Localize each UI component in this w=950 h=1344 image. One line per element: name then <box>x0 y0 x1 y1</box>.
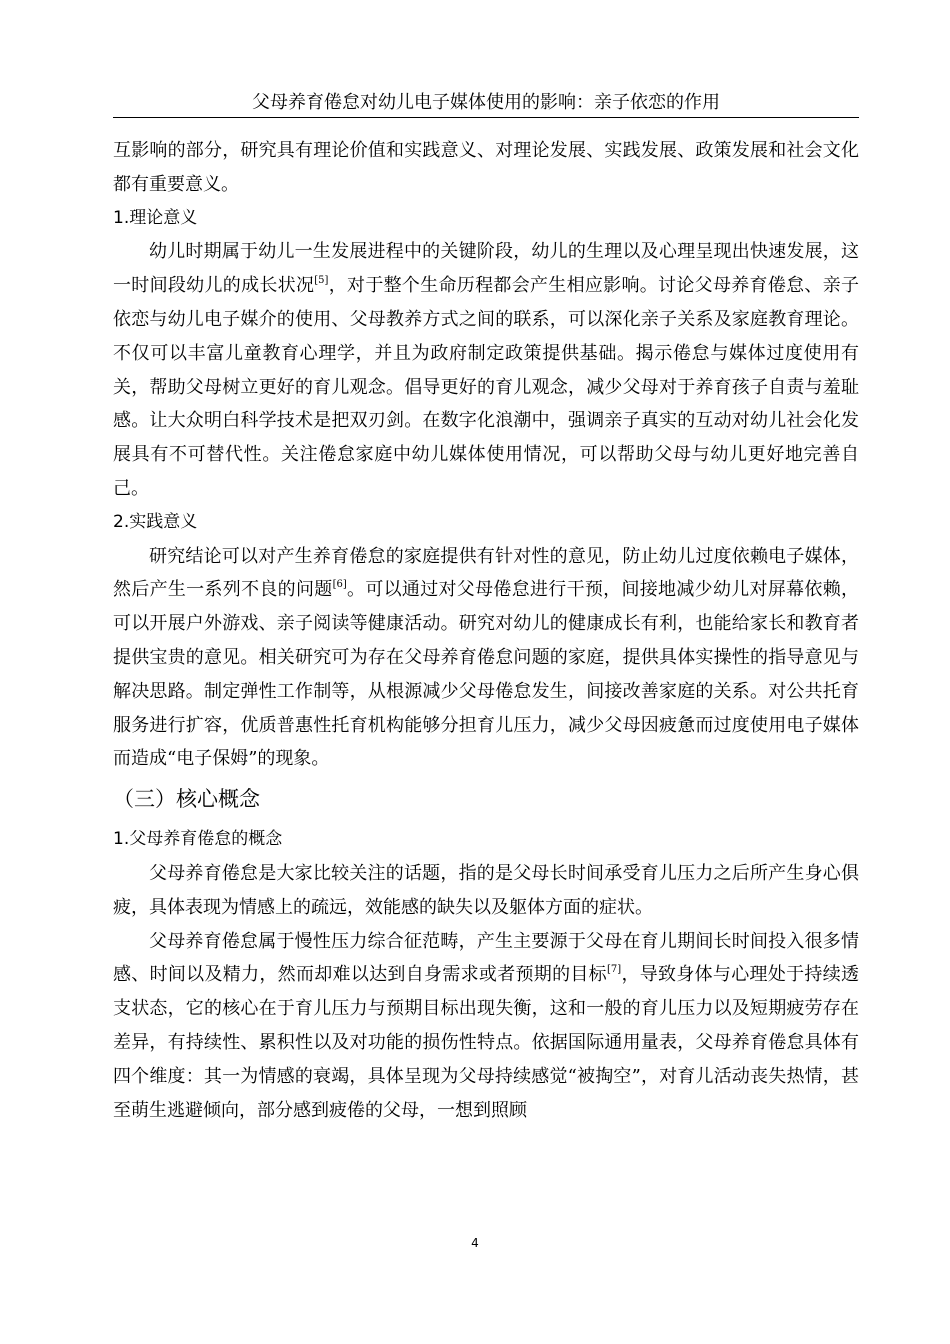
paragraph-concept-definition: 父母养育倦怠是大家比较关注的话题，指的是父母长时间承受育儿压力之后所产生身心俱疲，具体表现为情感上的疏远，效能感的缺失以及躯体方面的症状。 <box>113 862 859 918</box>
paragraph-practice-text-b: 。可以通过对父母倦怠进行干预，间接地减少幼儿对屏幕依赖，可以开展户外游戏、亲子阅读等健康活动。研究对幼儿的健康成长有利，也能给家长和教育者提供宝贵的意见。相关研究可为存在父母养育倦怠问题的家庭，提供具体实操性的指导意见与解决思路。制定弹性工作制等，从根源减少父母倦怠发生，间接改善家庭的关系。对公共托育服务进行扩容，优质普惠性托育机构能够分担育儿压力，减少父母因疲惫而过度使用电子媒体而造成“电子保姆”的现象。 <box>113 579 860 770</box>
section-title: （三）核心概念 <box>113 787 260 812</box>
paragraph-concept-detail <box>113 925 859 1128</box>
subheading-theory: 1.理论意义 <box>113 207 198 228</box>
citation-7: [7] <box>606 964 622 976</box>
citation-5: [5] <box>314 275 329 287</box>
paragraph-practice-text-a: 研究结论可以对产生养育倦怠的家庭提供有针对性的意见，防止幼儿过度依赖电子媒体，然后产生一系列不良的问题 <box>113 545 859 601</box>
paragraph-theory <box>113 235 859 505</box>
page-number: 4 <box>471 1236 479 1250</box>
subheading-practice: 2.实践意义 <box>113 511 198 532</box>
running-header <box>113 90 859 118</box>
running-header-title: 父母养育倦怠对幼儿电子媒体使用的影响：亲子依恋的作用 <box>252 92 720 113</box>
subheading-concept: 1.父母养育倦怠的概念 <box>113 829 283 850</box>
paragraph-continuation: 互影响的部分，研究具有理论价值和实践意义、对理论发展、实践发展、政策发展和社会文化都有重要意义。 <box>113 140 859 195</box>
paragraph-concept-text-a: 父母养育倦怠属于慢性压力综合征范畴，产生主要源于父母在育儿期间长时间投入很多情感、时间以及精力，然而却难以达到自身需求或者预期的目标 <box>113 930 859 986</box>
paragraph-concept-text-b: ，导致身体与心理处于持续透支状态，它的核心在于育儿压力与预期目标出现失衡，这和一般的育儿压力以及短期疲劳存在差异，有持续性、累积性以及对功能的损伤性特点。依据国际通用量表，父母养育倦怠具体有四个维度：其一为情感的衰竭，具体呈现为父母持续感觉“被掏空”，对育儿活动丧失热情，甚至萌生逃避倾向，部分感到疲倦的父母，一想到照顾 <box>113 964 859 1121</box>
paragraph-theory-text-a: 幼儿时期属于幼儿一生发展进程中的关键阶段，幼儿的生理以及心理呈现出快速发展，这一时间段幼儿的成长状况 <box>113 241 859 297</box>
paragraph-practice <box>113 540 859 777</box>
page-body <box>113 134 859 1127</box>
citation-6: [6] <box>332 579 347 591</box>
paragraph-theory-text-b: ，对于整个生命历程都会产生相应影响。讨论父母养育倦怠、亲子依恋与幼儿电子媒介的使用、父母教养方式之间的联系，可以深化亲子关系及家庭教育理论。不仅可以丰富儿童教育心理学，并且为政府制定政策提供基础。揭示倦怠与媒体过度使用有关，帮助父母树立更好的育儿观念。倡导更好的育儿观念，减少父母对于养育孩子自责与羞耻感。让大众明白科学技术是把双刃剑。在数字化浪潮中，强调亲子真实的互动对幼儿社会化发展具有不可替代性。关注倦怠家庭中幼儿媒体使用情况，可以帮助父母与幼儿更好地完善自己。 <box>113 275 860 499</box>
